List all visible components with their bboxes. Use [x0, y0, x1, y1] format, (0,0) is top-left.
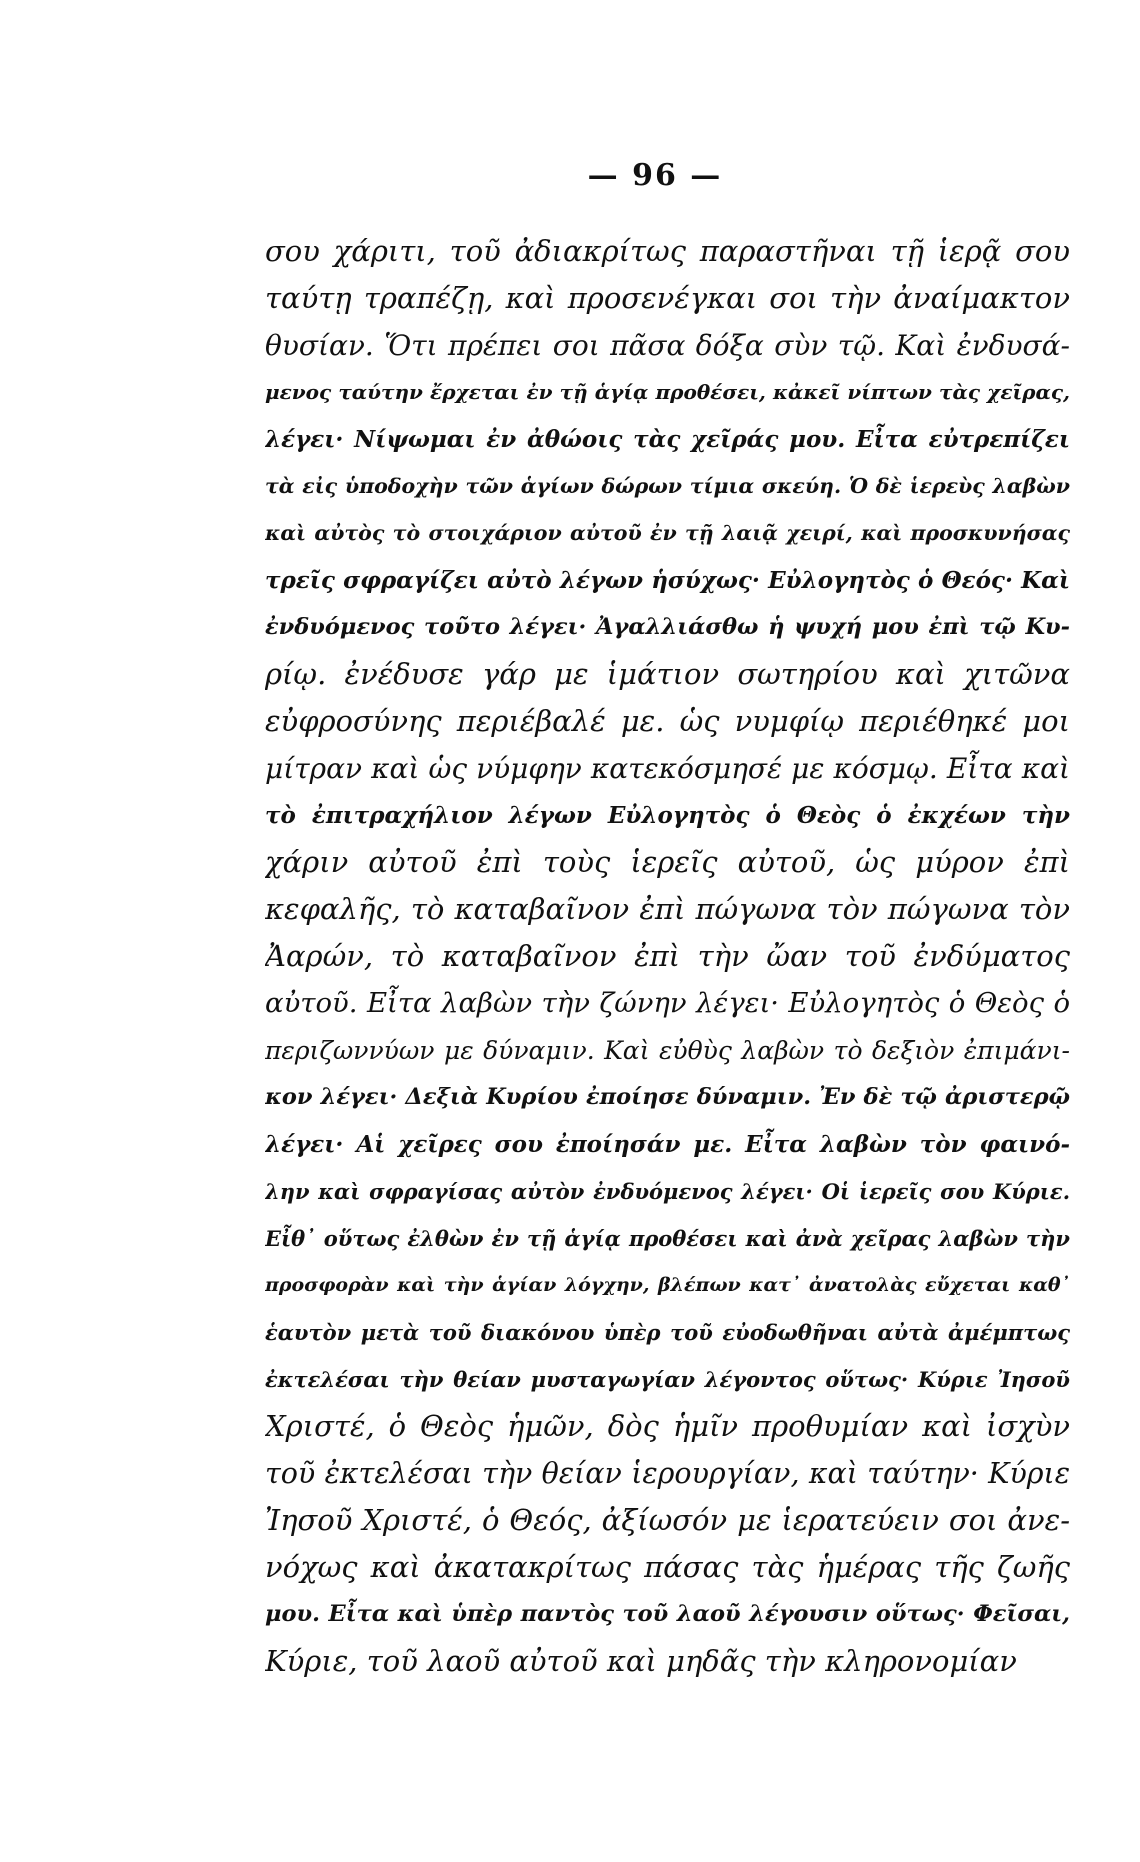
- text-line: ρίῳ. ἐνέδυσε γάρ με ἱμάτιον σωτηρίου καὶ χιτῶνα: [265, 657, 1070, 691]
- text-line: ἐκτελέσαι τὴν θείαν μυσταγωγίαν λέγοντος οὕτως· Κύριε Ἰησοῦ: [265, 1367, 1070, 1392]
- text-line: ταύτῃ τραπέζῃ, καὶ προσενέγκαι σοι τὴν ἀναίμακτον: [265, 281, 1070, 315]
- text-line: μίτραν καὶ ὡς νύμφην κατεκόσμησέ με κόσμῳ. Εἶτα καὶ: [265, 752, 1070, 785]
- text-line: καὶ αὐτὸς τὸ στοιχάριον αὐτοῦ ἐν τῇ λαιᾷ χειρί, καὶ προσκυνήσας: [265, 521, 1070, 545]
- text-line: περιζωννύων με δύναμιν. Καὶ εὐθὺς λαβὼν τὸ δεξιὸν ἐπιμάνι-: [265, 1036, 1070, 1065]
- text-line: τοῦ ἐκτελέσαι τὴν θείαν ἱερουργίαν, καὶ ταύτην· Κύριε: [265, 1457, 1070, 1490]
- text-line: σου χάριτι, τοῦ ἀδιακρίτως παραστῆναι τῇ ἱερᾷ σου: [265, 234, 1070, 268]
- text-line: Χριστέ, ὁ Θεὸς ἡμῶν, δὸς ἡμῖν προθυμίαν καὶ ἰσχὺν: [265, 1409, 1070, 1443]
- text-line: νόχως καὶ ἀκατακρίτως πάσας τὰς ἡμέρας τῆς ζωῆς: [265, 1550, 1070, 1584]
- text-line: Ἰησοῦ Χριστέ, ὁ Θεός, ἀξίωσόν με ἱερατεύειν σοι ἀνε-: [265, 1503, 1070, 1537]
- text-line: θυσίαν. Ὅτι πρέπει σοι πᾶσα δόξα σὺν τῷ. Καὶ ἐνδυσά-: [265, 329, 1070, 362]
- text-line: τὰ εἰς ὑποδοχὴν τῶν ἁγίων δώρων τίμια σκεύη. Ὁ δὲ ἱερεὺς λαβὼν: [265, 474, 1070, 498]
- text-line: Εἶθ᾽ οὕτως ἐλθὼν ἐν τῇ ἁγίᾳ προθέσει καὶ ἀνὰ χεῖρας λαβὼν τὴν: [265, 1226, 1070, 1251]
- text-line: λην καὶ σφραγίσας αὐτὸν ἐνδυόμενος λέγει· Οἱ ἱερεῖς σου Κύριε.: [265, 1179, 1070, 1204]
- text-line: αὐτοῦ. Εἶτα λαβὼν τὴν ζώνην λέγει· Εὐλογητὸς ὁ Θεὸς ὁ: [265, 987, 1070, 1019]
- page-number: — 96 —: [587, 158, 723, 193]
- text-line: λέγει· Αἱ χεῖρες σου ἐποίησάν με. Εἶτα λαβὼν τὸν φαινό-: [265, 1131, 1070, 1158]
- text-line: ἐνδυόμενος τοῦτο λέγει· Ἀγαλλιάσθω ἡ ψυχή μου ἐπὶ τῷ Κυ-: [265, 614, 1070, 640]
- text-body: [265, 228, 1070, 1685]
- text-line: λέγει· Νίψωμαι ἐν ἀθώοις τὰς χεῖράς μου. Εἶτα εὐτρεπίζει: [265, 426, 1070, 453]
- text-line: τὸ ἐπιτραχήλιον λέγων Εὐλογητὸς ὁ Θεὸς ὁ ἐκχέων τὴν: [265, 802, 1070, 829]
- text-line: ἑαυτὸν μετὰ τοῦ διακόνου ὑπὲρ τοῦ εὐοδωθῆναι αὐτὰ ἀμέμπτως: [265, 1320, 1070, 1345]
- text-line: προσφορὰν καὶ τὴν ἁγίαν λόγχην, βλέπων κατ᾽ ἀνατολὰς εὔχεται καθ᾽: [265, 1274, 1070, 1296]
- text-line: τρεῖς σφραγίζει αὐτὸ λέγων ἡσύχως· Εὐλογητὸς ὁ Θεός· Καὶ: [265, 567, 1070, 594]
- text-line: μου. Εἶτα καὶ ὑπὲρ παντὸς τοῦ λαοῦ λέγουσιν οὕτως· Φεῖσαι,: [265, 1601, 1070, 1627]
- text-line: κεφαλῆς, τὸ καταβαῖνον ἐπὶ πώγωνα τὸν πώγωνα τὸν: [265, 892, 1070, 926]
- text-line: χάριν αὐτοῦ ἐπὶ τοὺς ἱερεῖς αὐτοῦ, ὡς μύρον ἐπὶ: [265, 845, 1070, 879]
- text-line: εὐφροσύνης περιέβαλέ με. ὡς νυμφίῳ περιέθηκέ μοι: [265, 704, 1070, 738]
- text-line: κον λέγει· Δεξιὰ Κυρίου ἐποίησε δύναμιν. Ἐν δὲ τῷ ἀριστερῷ: [265, 1084, 1070, 1110]
- text-line: μενος ταύτην ἔρχεται ἐν τῇ ἁγίᾳ προθέσει, κἀκεῖ νίπτων τὰς χεῖρας,: [265, 380, 1070, 404]
- text-line: Ἀαρών, τὸ καταβαῖνον ἐπὶ τὴν ὤαν τοῦ ἐνδύματος: [265, 939, 1070, 973]
- text-line: Κύριε, τοῦ λαοῦ αὐτοῦ καὶ μηδᾶς τὴν κληρονομίαν: [265, 1644, 1017, 1678]
